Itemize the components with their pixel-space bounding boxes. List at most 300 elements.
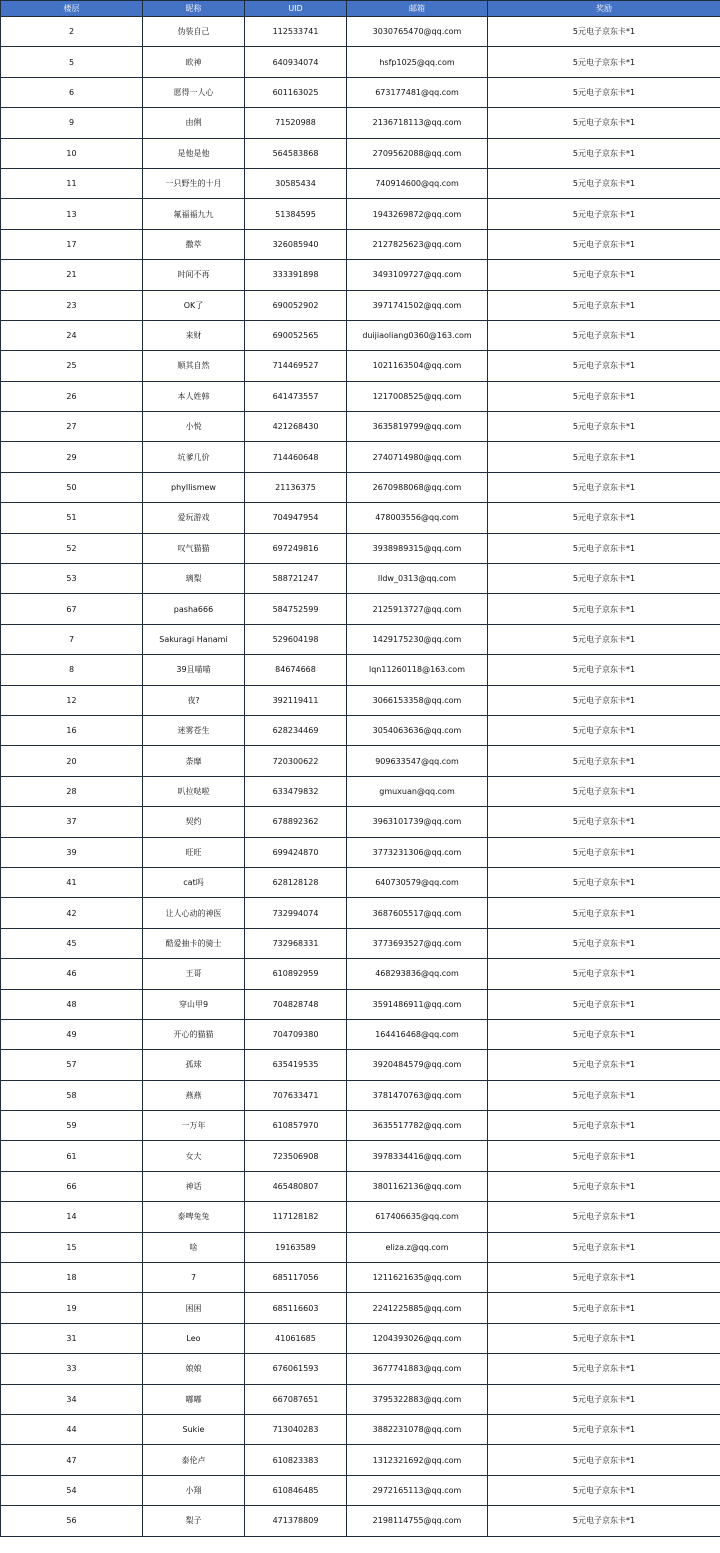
uid-cell: 628128128 — [245, 867, 347, 897]
table-row — [1, 594, 720, 624]
table-row — [1, 1475, 720, 1505]
uid-cell: 465480807 — [245, 1171, 347, 1201]
nickname-cell: 璃梨 — [143, 564, 245, 594]
nickname-cell: 伪装自己 — [143, 17, 245, 47]
table-row — [1, 290, 720, 320]
nickname-cell: 愿得一人心 — [143, 77, 245, 107]
reward-cell: 5元电子京东卡*1 — [488, 1263, 720, 1293]
email-cell: 3882231078@qq.com — [347, 1414, 488, 1444]
nickname-cell: 来财 — [143, 320, 245, 350]
uid-cell: 610823383 — [245, 1445, 347, 1475]
reward-cell: 5元电子京东卡*1 — [488, 229, 720, 259]
reward-cell: 5元电子京东卡*1 — [488, 898, 720, 928]
reward-cell: 5元电子京东卡*1 — [488, 715, 720, 745]
email-cell: lldw_0313@qq.com — [347, 564, 488, 594]
floor-cell: 34 — [1, 1384, 143, 1414]
reward-cell: 5元电子京东卡*1 — [488, 503, 720, 533]
uid-cell: 699424870 — [245, 837, 347, 867]
floor-cell: 37 — [1, 807, 143, 837]
email-cell: 2241225885@qq.com — [347, 1293, 488, 1323]
email-cell: lqn11260118@163.com — [347, 655, 488, 685]
email-cell: 909633547@qq.com — [347, 746, 488, 776]
table-row — [1, 47, 720, 77]
reward-cell: 5元电子京东卡*1 — [488, 928, 720, 958]
table-row — [1, 1171, 720, 1201]
nickname-cell: 梨子 — [143, 1506, 245, 1536]
reward-cell: 5元电子京东卡*1 — [488, 1445, 720, 1475]
nickname-cell: 小悦 — [143, 412, 245, 442]
table-row — [1, 685, 720, 715]
email-cell: 1211621635@qq.com — [347, 1263, 488, 1293]
reward-cell: 5元电子京东卡*1 — [488, 1050, 720, 1080]
nickname-cell: 泰伦卢 — [143, 1445, 245, 1475]
email-cell: 3795322883@qq.com — [347, 1384, 488, 1414]
email-cell: 1312321692@qq.com — [347, 1445, 488, 1475]
header-nickname: 昵称 — [143, 1, 245, 17]
email-cell: 3920484579@qq.com — [347, 1050, 488, 1080]
email-cell: 1429175230@qq.com — [347, 624, 488, 654]
reward-cell: 5元电子京东卡*1 — [488, 1323, 720, 1353]
header-uid: UID — [245, 1, 347, 17]
uid-cell: 588721247 — [245, 564, 347, 594]
floor-cell: 39 — [1, 837, 143, 867]
uid-cell: 30585434 — [245, 168, 347, 198]
table-row — [1, 1111, 720, 1141]
email-cell: 3773693527@qq.com — [347, 928, 488, 958]
table-row — [1, 837, 720, 867]
uid-cell: 610892959 — [245, 959, 347, 989]
email-cell: duijiaoliang0360@163.com — [347, 320, 488, 350]
email-cell: 1021163504@qq.com — [347, 351, 488, 381]
nickname-cell: 燕燕 — [143, 1080, 245, 1110]
reward-cell: 5元电子京东卡*1 — [488, 1019, 720, 1049]
nickname-cell: 氟福福九九 — [143, 199, 245, 229]
floor-cell: 5 — [1, 47, 143, 77]
table-row — [1, 412, 720, 442]
floor-cell: 6 — [1, 77, 143, 107]
email-cell: 740914600@qq.com — [347, 168, 488, 198]
floor-cell: 20 — [1, 746, 143, 776]
nickname-cell: 撒萃 — [143, 229, 245, 259]
floor-cell: 45 — [1, 928, 143, 958]
uid-cell: 641473557 — [245, 381, 347, 411]
table-row — [1, 1293, 720, 1323]
table-row — [1, 472, 720, 502]
floor-cell: 24 — [1, 320, 143, 350]
uid-cell: 713040283 — [245, 1414, 347, 1444]
table-row — [1, 351, 720, 381]
reward-cell: 5元电子京东卡*1 — [488, 442, 720, 472]
nickname-cell: 困困 — [143, 1293, 245, 1323]
nickname-cell: OK了 — [143, 290, 245, 320]
reward-cell: 5元电子京东卡*1 — [488, 746, 720, 776]
email-cell: 3801162136@qq.com — [347, 1171, 488, 1201]
floor-cell: 11 — [1, 168, 143, 198]
uid-cell: 601163025 — [245, 77, 347, 107]
uid-cell: 690052565 — [245, 320, 347, 350]
floor-cell: 2 — [1, 17, 143, 47]
nickname-cell: 娘娘 — [143, 1354, 245, 1384]
email-cell: 468293836@qq.com — [347, 959, 488, 989]
email-cell: 3030765470@qq.com — [347, 17, 488, 47]
table-row — [1, 1354, 720, 1384]
table-row — [1, 1019, 720, 1049]
reward-cell: 5元电子京东卡*1 — [488, 1171, 720, 1201]
table-row — [1, 108, 720, 138]
floor-cell: 31 — [1, 1323, 143, 1353]
table-row — [1, 746, 720, 776]
reward-cell: 5元电子京东卡*1 — [488, 472, 720, 502]
uid-cell: 707633471 — [245, 1080, 347, 1110]
reward-cell: 5元电子京东卡*1 — [488, 867, 720, 897]
uid-cell: 112533741 — [245, 17, 347, 47]
floor-cell: 58 — [1, 1080, 143, 1110]
nickname-cell: 嘟嘟 — [143, 1384, 245, 1414]
email-cell: 3773231306@qq.com — [347, 837, 488, 867]
floor-cell: 50 — [1, 472, 143, 502]
reward-cell: 5元电子京东卡*1 — [488, 412, 720, 442]
email-cell: 617406635@qq.com — [347, 1202, 488, 1232]
email-cell: gmuxuan@qq.com — [347, 776, 488, 806]
uid-cell: 697249816 — [245, 533, 347, 563]
email-cell: 2127825623@qq.com — [347, 229, 488, 259]
email-cell: 640730579@qq.com — [347, 867, 488, 897]
email-cell: 478003556@qq.com — [347, 503, 488, 533]
nickname-cell: 坑爹几价 — [143, 442, 245, 472]
reward-cell: 5元电子京东卡*1 — [488, 1354, 720, 1384]
reward-cell: 5元电子京东卡*1 — [488, 290, 720, 320]
table-row — [1, 959, 720, 989]
nickname-cell: 小翔 — [143, 1475, 245, 1505]
reward-cell: 5元电子京东卡*1 — [488, 685, 720, 715]
floor-cell: 42 — [1, 898, 143, 928]
floor-cell: 8 — [1, 655, 143, 685]
floor-cell: 33 — [1, 1354, 143, 1384]
table-row — [1, 807, 720, 837]
nickname-cell: 神话 — [143, 1171, 245, 1201]
reward-cell: 5元电子京东卡*1 — [488, 260, 720, 290]
email-cell: 3781470763@qq.com — [347, 1080, 488, 1110]
table-row — [1, 320, 720, 350]
email-cell: 3591486911@qq.com — [347, 989, 488, 1019]
email-cell: 3677741883@qq.com — [347, 1354, 488, 1384]
email-cell: 3963101739@qq.com — [347, 807, 488, 837]
reward-cell: 5元电子京东卡*1 — [488, 77, 720, 107]
reward-cell: 5元电子京东卡*1 — [488, 594, 720, 624]
floor-cell: 23 — [1, 290, 143, 320]
table-row — [1, 715, 720, 745]
uid-cell: 19163589 — [245, 1232, 347, 1262]
uid-cell: 610846485 — [245, 1475, 347, 1505]
nickname-cell: 本人姓韩 — [143, 381, 245, 411]
header-reward: 奖励 — [488, 1, 720, 17]
uid-cell: 676061593 — [245, 1354, 347, 1384]
reward-cell: 5元电子京东卡*1 — [488, 564, 720, 594]
email-cell: hsfp1025@qq.com — [347, 47, 488, 77]
table-row — [1, 898, 720, 928]
nickname-cell: 孤球 — [143, 1050, 245, 1080]
reward-cell: 5元电子京东卡*1 — [488, 138, 720, 168]
floor-cell: 59 — [1, 1111, 143, 1141]
uid-cell: 732968331 — [245, 928, 347, 958]
table-row — [1, 1080, 720, 1110]
table-row — [1, 138, 720, 168]
floor-cell: 16 — [1, 715, 143, 745]
email-cell: 3978334416@qq.com — [347, 1141, 488, 1171]
nickname-cell: 是他是他 — [143, 138, 245, 168]
reward-cell: 5元电子京东卡*1 — [488, 1202, 720, 1232]
uid-cell: 685116603 — [245, 1293, 347, 1323]
table-row — [1, 1141, 720, 1171]
email-cell: 164416468@qq.com — [347, 1019, 488, 1049]
uid-cell: 71520988 — [245, 108, 347, 138]
email-cell: 2972165113@qq.com — [347, 1475, 488, 1505]
reward-cell: 5元电子京东卡*1 — [488, 1384, 720, 1414]
nickname-cell: 夜? — [143, 685, 245, 715]
nickname-cell: 泰啤兔兔 — [143, 1202, 245, 1232]
floor-cell: 56 — [1, 1506, 143, 1536]
nickname-cell: 王哥 — [143, 959, 245, 989]
floor-cell: 15 — [1, 1232, 143, 1262]
table-row — [1, 989, 720, 1019]
table-row — [1, 624, 720, 654]
table-row — [1, 1050, 720, 1080]
reward-cell: 5元电子京东卡*1 — [488, 533, 720, 563]
uid-cell: 667087651 — [245, 1384, 347, 1414]
uid-cell: 84674668 — [245, 655, 347, 685]
nickname-cell: cat吗 — [143, 867, 245, 897]
reward-cell: 5元电子京东卡*1 — [488, 47, 720, 77]
reward-cell: 5元电子京东卡*1 — [488, 1414, 720, 1444]
table-row — [1, 1384, 720, 1414]
reward-cell: 5元电子京东卡*1 — [488, 320, 720, 350]
table-row — [1, 503, 720, 533]
uid-cell: 640934074 — [245, 47, 347, 77]
table-row — [1, 1263, 720, 1293]
uid-cell: 333391898 — [245, 260, 347, 290]
table-row — [1, 655, 720, 685]
header-email: 邮箱 — [347, 1, 488, 17]
table-row — [1, 168, 720, 198]
floor-cell: 47 — [1, 1445, 143, 1475]
reward-cell: 5元电子京东卡*1 — [488, 1506, 720, 1536]
reward-cell: 5元电子京东卡*1 — [488, 1475, 720, 1505]
reward-cell: 5元电子京东卡*1 — [488, 807, 720, 837]
uid-cell: 421268430 — [245, 412, 347, 442]
reward-cell: 5元电子京东卡*1 — [488, 655, 720, 685]
uid-cell: 564583868 — [245, 138, 347, 168]
floor-cell: 53 — [1, 564, 143, 594]
floor-cell: 41 — [1, 867, 143, 897]
reward-cell: 5元电子京东卡*1 — [488, 381, 720, 411]
nickname-cell: 7 — [143, 1263, 245, 1293]
reward-cell: 5元电子京东卡*1 — [488, 351, 720, 381]
floor-cell: 18 — [1, 1263, 143, 1293]
email-cell: 3687605517@qq.com — [347, 898, 488, 928]
uid-cell: 704947954 — [245, 503, 347, 533]
nickname-cell: 让人心动的神医 — [143, 898, 245, 928]
uid-cell: 685117056 — [245, 1263, 347, 1293]
reward-cell: 5元电子京东卡*1 — [488, 624, 720, 654]
nickname-cell: 女大 — [143, 1141, 245, 1171]
nickname-cell: 荼靡 — [143, 746, 245, 776]
table-row — [1, 442, 720, 472]
uid-cell: 392119411 — [245, 685, 347, 715]
floor-cell: 12 — [1, 685, 143, 715]
table-row — [1, 229, 720, 259]
email-cell: 3635517782@qq.com — [347, 1111, 488, 1141]
floor-cell: 26 — [1, 381, 143, 411]
email-cell: 3635819799@qq.com — [347, 412, 488, 442]
nickname-cell: Leo — [143, 1323, 245, 1353]
nickname-cell: 旺旺 — [143, 837, 245, 867]
reward-cell: 5元电子京东卡*1 — [488, 1141, 720, 1171]
floor-cell: 19 — [1, 1293, 143, 1323]
nickname-cell: 叭拉哒啦 — [143, 776, 245, 806]
nickname-cell: Sakuragi Hanami — [143, 624, 245, 654]
uid-cell: 584752599 — [245, 594, 347, 624]
nickname-cell: 契约 — [143, 807, 245, 837]
table-row — [1, 77, 720, 107]
floor-cell: 28 — [1, 776, 143, 806]
email-cell: 3066153358@qq.com — [347, 685, 488, 715]
reward-cell: 5元电子京东卡*1 — [488, 1080, 720, 1110]
nickname-cell: 顺其自然 — [143, 351, 245, 381]
table-row — [1, 1445, 720, 1475]
floor-cell: 21 — [1, 260, 143, 290]
uid-cell: 326085940 — [245, 229, 347, 259]
table-row — [1, 564, 720, 594]
floor-cell: 14 — [1, 1202, 143, 1232]
reward-cell: 5元电子京东卡*1 — [488, 989, 720, 1019]
uid-cell: 633479832 — [245, 776, 347, 806]
email-cell: 3493109727@qq.com — [347, 260, 488, 290]
reward-cell: 5元电子京东卡*1 — [488, 17, 720, 47]
table-row — [1, 17, 720, 47]
uid-cell: 51384595 — [245, 199, 347, 229]
reward-cell: 5元电子京东卡*1 — [488, 1111, 720, 1141]
nickname-cell: 叹气猫猫 — [143, 533, 245, 563]
floor-cell: 13 — [1, 199, 143, 229]
email-cell: 1204393026@qq.com — [347, 1323, 488, 1353]
floor-cell: 44 — [1, 1414, 143, 1444]
table-row — [1, 1506, 720, 1536]
email-cell: 1943269872@qq.com — [347, 199, 488, 229]
reward-cell: 5元电子京东卡*1 — [488, 837, 720, 867]
nickname-cell: 啥 — [143, 1232, 245, 1262]
floor-cell: 46 — [1, 959, 143, 989]
email-cell: eliza.z@qq.com — [347, 1232, 488, 1262]
nickname-cell: 一只野生的十月 — [143, 168, 245, 198]
floor-cell: 52 — [1, 533, 143, 563]
reward-cell: 5元电子京东卡*1 — [488, 199, 720, 229]
uid-cell: 732994074 — [245, 898, 347, 928]
nickname-cell: 酷爱抽卡的骑士 — [143, 928, 245, 958]
nickname-cell: 开心的猫猫 — [143, 1019, 245, 1049]
table-row — [1, 1414, 720, 1444]
floor-cell: 61 — [1, 1141, 143, 1171]
uid-cell: 529604198 — [245, 624, 347, 654]
floor-cell: 51 — [1, 503, 143, 533]
floor-cell: 29 — [1, 442, 143, 472]
email-cell: 2709562088@qq.com — [347, 138, 488, 168]
nickname-cell: pasha666 — [143, 594, 245, 624]
floor-cell: 17 — [1, 229, 143, 259]
reward-cell: 5元电子京东卡*1 — [488, 108, 720, 138]
reward-cell: 5元电子京东卡*1 — [488, 168, 720, 198]
email-cell: 2670988068@qq.com — [347, 472, 488, 502]
table-row — [1, 199, 720, 229]
floor-cell: 25 — [1, 351, 143, 381]
floor-cell: 67 — [1, 594, 143, 624]
floor-cell: 9 — [1, 108, 143, 138]
uid-cell: 628234469 — [245, 715, 347, 745]
uid-cell: 471378809 — [245, 1506, 347, 1536]
email-cell: 3938989315@qq.com — [347, 533, 488, 563]
table-row — [1, 1323, 720, 1353]
reward-cell: 5元电子京东卡*1 — [488, 959, 720, 989]
table-row — [1, 1232, 720, 1262]
uid-cell: 690052902 — [245, 290, 347, 320]
nickname-cell: 爱玩游戏 — [143, 503, 245, 533]
reward-cell: 5元电子京东卡*1 — [488, 1232, 720, 1262]
floor-cell: 54 — [1, 1475, 143, 1505]
nickname-cell: 39且喵喵 — [143, 655, 245, 685]
table-row — [1, 533, 720, 563]
nickname-cell: 欧神 — [143, 47, 245, 77]
uid-cell: 714469527 — [245, 351, 347, 381]
uid-cell: 704828748 — [245, 989, 347, 1019]
header-floor: 楼层 — [1, 1, 143, 17]
floor-cell: 48 — [1, 989, 143, 1019]
email-cell: 2125913727@qq.com — [347, 594, 488, 624]
floor-cell: 27 — [1, 412, 143, 442]
uid-cell: 610857970 — [245, 1111, 347, 1141]
nickname-cell: 穿山甲9 — [143, 989, 245, 1019]
nickname-cell: phyllismew — [143, 472, 245, 502]
table-row — [1, 381, 720, 411]
nickname-cell: 一万年 — [143, 1111, 245, 1141]
floor-cell: 66 — [1, 1171, 143, 1201]
nickname-cell: 时间不再 — [143, 260, 245, 290]
email-cell: 2740714980@qq.com — [347, 442, 488, 472]
table-row — [1, 928, 720, 958]
floor-cell: 57 — [1, 1050, 143, 1080]
floor-cell: 7 — [1, 624, 143, 654]
email-cell: 3054063636@qq.com — [347, 715, 488, 745]
email-cell: 673177481@qq.com — [347, 77, 488, 107]
uid-cell: 678892362 — [245, 807, 347, 837]
table-row — [1, 1202, 720, 1232]
uid-cell: 723506908 — [245, 1141, 347, 1171]
table-row — [1, 867, 720, 897]
table-row — [1, 260, 720, 290]
uid-cell: 117128182 — [245, 1202, 347, 1232]
header-row — [1, 1, 720, 17]
floor-cell: 49 — [1, 1019, 143, 1049]
uid-cell: 21136375 — [245, 472, 347, 502]
email-cell: 3971741502@qq.com — [347, 290, 488, 320]
nickname-cell: 迷雾苍生 — [143, 715, 245, 745]
reward-cell: 5元电子京东卡*1 — [488, 776, 720, 806]
uid-cell: 704709380 — [245, 1019, 347, 1049]
email-cell: 2136718113@qq.com — [347, 108, 488, 138]
email-cell: 1217008525@qq.com — [347, 381, 488, 411]
uid-cell: 41061685 — [245, 1323, 347, 1353]
uid-cell: 720300622 — [245, 746, 347, 776]
floor-cell: 10 — [1, 138, 143, 168]
email-cell: 2198114755@qq.com — [347, 1506, 488, 1536]
